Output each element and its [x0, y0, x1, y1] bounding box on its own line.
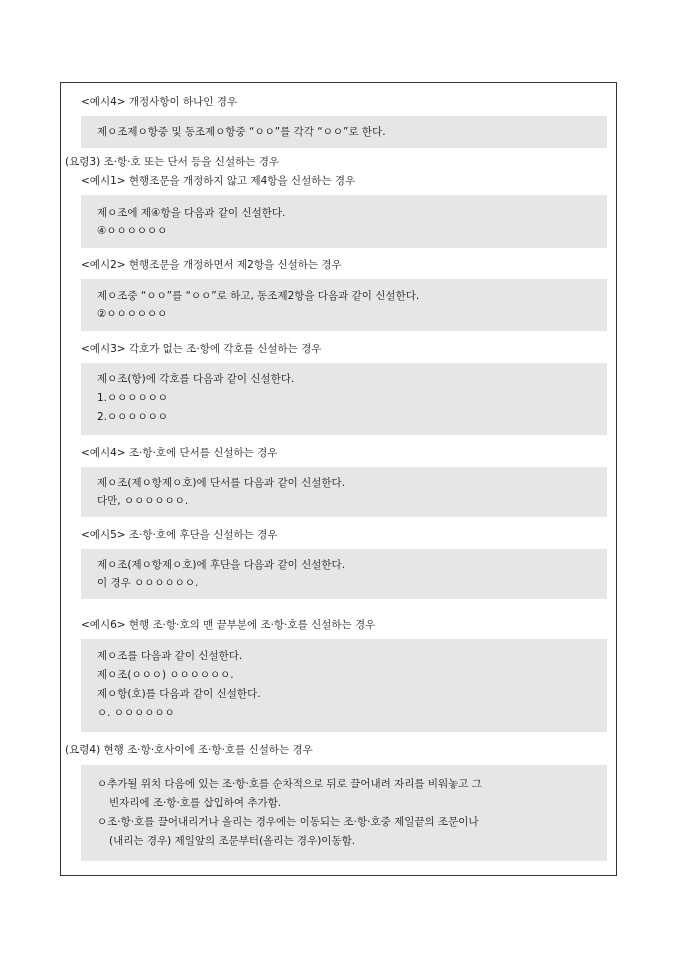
box-line: 2.ㅇㅇㅇㅇㅇㅇ [97, 411, 168, 423]
example-box [81, 116, 607, 148]
example-box [81, 363, 607, 435]
box-line: 제ㅇ조에 제④항을 다음과 같이 신설한다. [97, 207, 286, 219]
example-box [81, 549, 607, 599]
example-heading: <예시3> 각호가 없는 조·항에 각호를 신설하는 경우 [81, 343, 322, 355]
rule-heading: (요령4) 현행 조·항·호사이에 조·항·호를 신설하는 경우 [65, 744, 313, 756]
box-line: 제ㅇ조(항)에 각호를 다음과 같이 신설한다. [97, 373, 295, 385]
example-heading: <예시2> 현행조문을 개정하면서 제2항을 신설하는 경우 [81, 259, 342, 271]
example-heading: <예시4> 조·항·호에 단서를 신설하는 경우 [81, 447, 278, 459]
example-heading: <예시5> 조·항·호에 후단을 신설하는 경우 [81, 529, 278, 541]
box-line: (내리는 경우) 제일앞의 조문부터(올리는 경우)이동함. [109, 835, 356, 847]
box-line: ②ㅇㅇㅇㅇㅇㅇ [97, 308, 168, 320]
example-box [81, 279, 607, 331]
box-line: 1.ㅇㅇㅇㅇㅇㅇ [97, 392, 168, 404]
box-line: 이 경우 ㅇㅇㅇㅇㅇㅇ. [97, 577, 199, 589]
document-frame [60, 82, 617, 876]
example-box [81, 467, 607, 517]
rule-heading: (요령3) 조·항·호 또는 단서 등을 신설하는 경우 [65, 156, 280, 168]
box-line: 빈자리에 조·항·호를 삽입하여 추가함. [109, 797, 282, 809]
example-box [81, 765, 607, 861]
box-line: ㅇ. ㅇㅇㅇㅇㅇㅇ [97, 707, 175, 719]
box-line: 제ㅇ조를 다음과 같이 신설한다. [97, 650, 243, 662]
example-heading: <예시4> 개정사항이 하나인 경우 [81, 96, 238, 108]
box-line: ④ㅇㅇㅇㅇㅇㅇ [97, 225, 168, 237]
box-line: 제ㅇ항(호)를 다음과 같이 신설한다. [97, 688, 261, 700]
example-box [81, 639, 607, 732]
box-line: 제ㅇ조(제ㅇ항제ㅇ호)에 단서를 다음과 같이 신설한다. [97, 477, 346, 489]
box-line: 다만, ㅇㅇㅇㅇㅇㅇ. [97, 495, 189, 507]
example-box [81, 195, 607, 248]
box-line: 제ㅇ조(제ㅇ항제ㅇ호)에 후단을 다음과 같이 신설한다. [97, 559, 346, 571]
example-heading: <예시6> 현행 조·항·호의 맨 끝부분에 조·항·호를 신설하는 경우 [81, 619, 376, 631]
box-line: 제ㅇ조중 “ㅇㅇ”를 “ㅇㅇ”로 하고, 동조제2항을 다음과 같이 신설한다. [97, 290, 420, 302]
box-line: 제ㅇ조(ㅇㅇㅇ) ㅇㅇㅇㅇㅇㅇ. [97, 669, 234, 681]
box-line: ㅇ추가될 위치 다음에 있는 조·항·호를 순차적으로 뒤로 끌어내려 자리를 비워놓고 그 [97, 778, 482, 790]
box-line: ㅇ조·항·호를 끌어내리거나 올리는 경우에는 이동되는 조·항·호중 제일끝의 조문이나 [97, 816, 479, 828]
box-line: 제ㅇ조제ㅇ항중 및 동조제ㅇ항중 “ㅇㅇ”를 각각 “ㅇㅇ”로 한다. [97, 126, 386, 138]
example-heading: <예시1> 현행조문을 개정하지 않고 제4항을 신설하는 경우 [81, 175, 356, 187]
